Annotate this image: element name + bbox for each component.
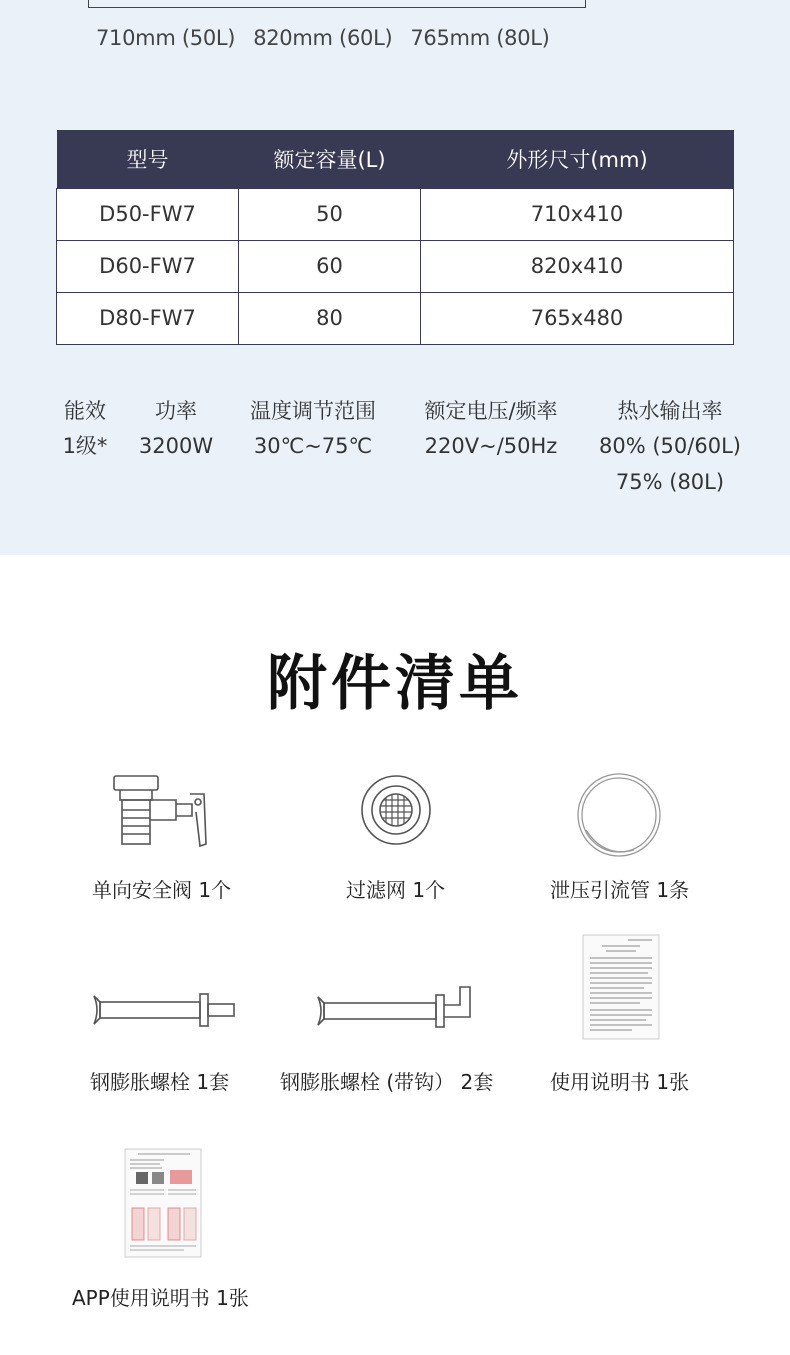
- accessory-hook-bolt: [280, 985, 510, 1095]
- cell-model: D80-FW7: [57, 292, 239, 344]
- spec-table-header-row: [57, 130, 734, 188]
- cell-capacity: 80: [239, 292, 421, 344]
- dimension-80l: 765mm (80L): [410, 26, 550, 50]
- app-manual-sheet-icon: [124, 1148, 202, 1258]
- accessory-drain-hose: [548, 770, 698, 900]
- spec-table: [56, 130, 734, 345]
- accessory-label: APP使用说明书 1张: [72, 1286, 249, 1310]
- param-power: [126, 396, 226, 464]
- accessory-filter-screen: [340, 770, 460, 900]
- accessory-label: 单向安全阀 1个: [92, 878, 232, 902]
- param-value: 30℃~75℃: [253, 434, 373, 458]
- cell-capacity: 60: [239, 240, 421, 292]
- accessory-label: 使用说明书 1张: [550, 1070, 690, 1094]
- expansion-bolt-icon: [90, 990, 240, 1030]
- manual-sheet-icon: [582, 934, 660, 1040]
- filter-screen-icon: [356, 770, 436, 850]
- spec-section: [0, 0, 790, 555]
- param-value: 1级*: [62, 434, 108, 458]
- dimension-50l: 710mm (50L): [96, 26, 236, 50]
- param-label: 功率: [155, 399, 197, 423]
- accessory-expansion-bolt: [90, 990, 240, 1100]
- drain-hose-icon: [574, 770, 664, 860]
- dimension-line: [88, 0, 586, 8]
- cell-model: D50-FW7: [57, 188, 239, 240]
- accessory-safety-valve: [92, 770, 232, 900]
- cell-dimensions: 820x410: [421, 240, 734, 292]
- param-efficiency: [50, 396, 120, 464]
- cell-model: D60-FW7: [57, 240, 239, 292]
- param-label: 能效: [64, 399, 106, 423]
- accessory-label: 钢膨胀螺栓 1套: [90, 1070, 230, 1094]
- header-capacity: 额定容量(L): [239, 130, 421, 188]
- dimension-60l: 820mm (60L): [253, 26, 393, 50]
- cell-dimensions: 710x410: [421, 188, 734, 240]
- param-label: 额定电压/频率: [424, 399, 558, 423]
- param-hot-water-output: [588, 396, 752, 500]
- param-label: 热水输出率: [617, 399, 723, 423]
- accessory-label: 钢膨胀螺栓 (带钩） 2套: [280, 1070, 494, 1094]
- table-row: [57, 292, 734, 344]
- accessory-label: 过滤网 1个: [346, 878, 446, 902]
- param-label: 温度调节范围: [250, 399, 376, 423]
- safety-valve-icon: [100, 770, 230, 854]
- param-value: 3200W: [138, 434, 214, 458]
- dimension-labels: [96, 26, 568, 50]
- cell-dimensions: 765x480: [421, 292, 734, 344]
- accessories-title: 附件清单: [267, 649, 523, 719]
- param-temperature-range: [236, 396, 390, 464]
- cell-capacity: 50: [239, 188, 421, 240]
- table-row: [57, 188, 734, 240]
- header-dimensions: 外形尺寸(mm): [421, 130, 734, 188]
- accessory-label: 泄压引流管 1条: [550, 878, 690, 902]
- param-value-secondary: 75% (80L): [615, 470, 725, 494]
- header-model: 型号: [57, 130, 239, 188]
- param-voltage-frequency: [408, 396, 574, 464]
- accessory-app-manual: [72, 1148, 272, 1308]
- param-value: 80% (50/60L): [599, 434, 741, 458]
- hook-bolt-icon: [312, 985, 482, 1035]
- accessory-manual: [548, 934, 698, 1094]
- param-value: 220V~/50Hz: [424, 434, 558, 458]
- table-row: [57, 240, 734, 292]
